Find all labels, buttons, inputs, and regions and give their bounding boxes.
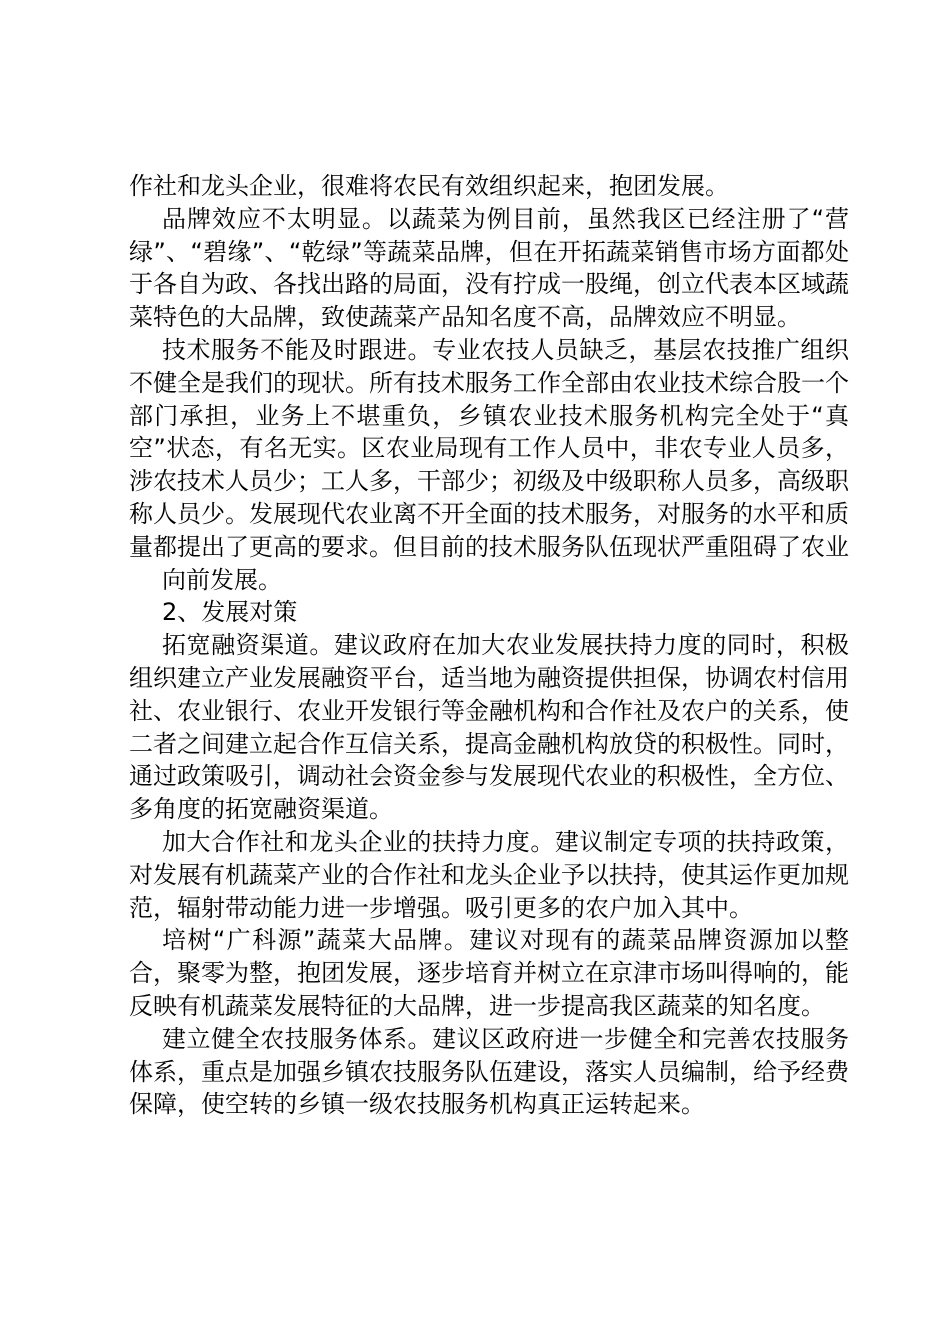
paragraph-brand-building: 培树“广科源”蔬菜大品牌。建议对现有的蔬菜品牌资源加以整合，聚零为整，抱团发展，逐步培育并树立在京津市场叫得响的，能反映有机蔬菜发展特征的大品牌，进一步提高我区蔬菜的知名度。 [129,926,849,1020]
paragraph-cooperative-support: 加大合作社和龙头企业的扶持力度。建议制定专项的扶持政策，对发展有机蔬菜产业的合作社和龙头企业予以扶持，使其运作更加规范，辐射带动能力进一步增强。吸引更多的农户加入其中。 [129,827,849,922]
paragraph-continuation: 作社和龙头企业，很难将农民有效组织起来，抱团发展。 [129,172,729,200]
section-heading-countermeasures: 2、发展对策 [162,598,298,627]
paragraph-tech-service-tail: 向前发展。 [162,565,282,594]
paragraph-financing: 拓宽融资渠道。建议政府在加大农业发展扶持力度的同时，积极组织建立产业发展融资平台，适当地为融资提供担保，协调农村信用社、农业银行、农业开发银行等金融机构和合作社及农户的关系，使二者之间建立起合作互信关系，提高金融机构放贷的积极性。同时，通过政策吸引，调动社会资金参与发展现代农业的积极性，全方位、多角度的拓宽融资渠道。 [129,631,849,824]
document-body [129,170,849,1121]
paragraph-brand-effect: 品牌效应不太明显。以蔬菜为例目前，虽然我区已经注册了“营绿”、“碧缘”、“乾绿”等蔬菜品牌，但在开拓蔬菜销售市场方面都处于各自为政、各找出路的局面，没有拧成一股绳，创立代表本区域蔬菜特色的大品牌，致使蔬菜产品知名度不高，品牌效应不明显。 [129,204,849,332]
paragraph-tech-service: 技术服务不能及时跟进。专业农技人员缺乏，基层农技推广组织不健全是我们的现状。所有技术服务工作全部由农业技术综合股一个部门承担，业务上不堪重负，乡镇农业技术服务机构完全处于“真空”状态，有名无实。区农业局现有工作人员中，非农专业人员多，涉农技术人员少；工人多，干部少；初级及中级职称人员多，高级职称人员少。发展现代农业离不开全面的技术服务，对服务的水平和质量都提出了更高的要求。但目前的技术服务队伍现状严重阻碍了农业 [129,335,849,561]
paragraph-service-system: 建立健全农技服务体系。建议区政府进一步健全和完善农技服务体系，重点是加强乡镇农技服务队伍建设，落实人员编制，给予经费保障，使空转的乡镇一级农技服务机构真正运转起来。 [129,1024,849,1119]
